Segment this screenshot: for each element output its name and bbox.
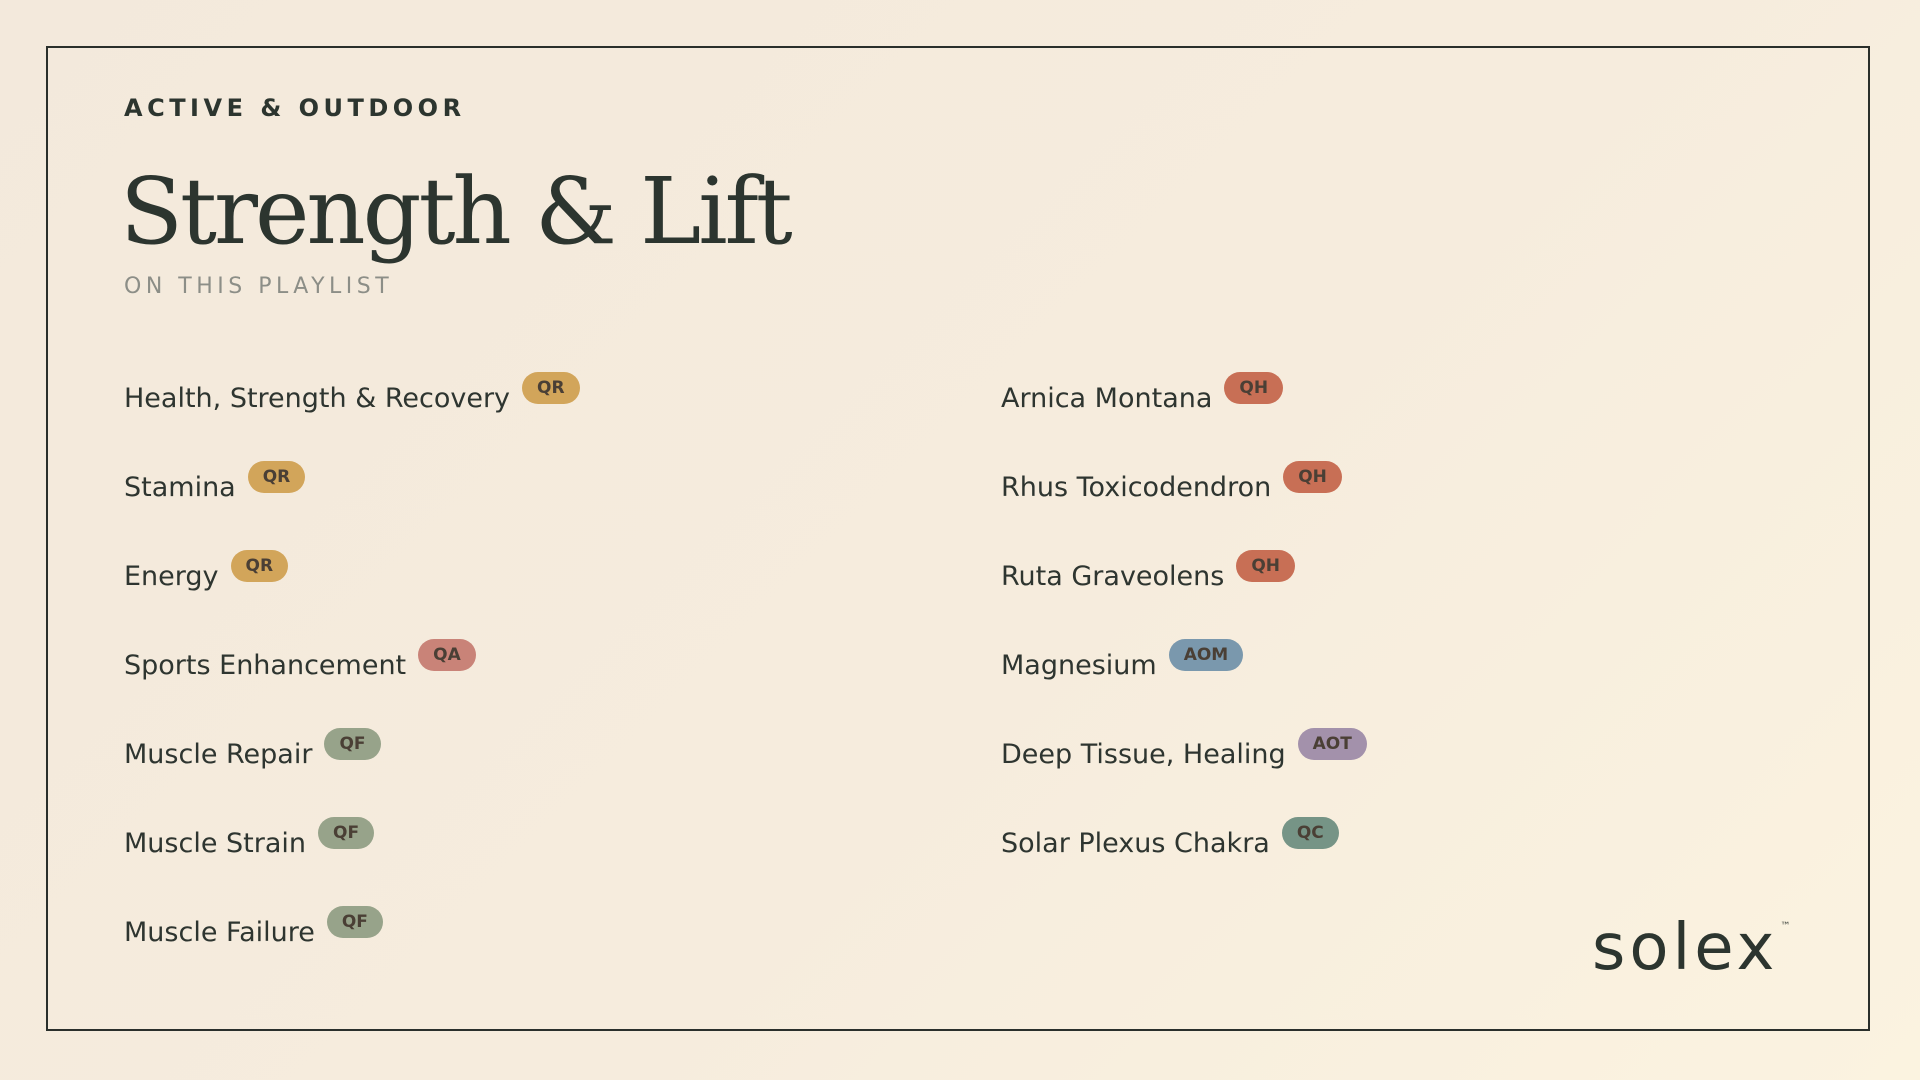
playlist-item-name: Ruta Graveolens xyxy=(1001,561,1225,592)
playlist-item[interactable] xyxy=(1001,639,1367,728)
playlist-item[interactable] xyxy=(1001,550,1367,639)
brand-logo-text: solex xyxy=(1592,911,1779,985)
playlist-item-badge: QH xyxy=(1283,461,1342,493)
playlist-item[interactable] xyxy=(124,461,580,550)
playlist-item[interactable] xyxy=(124,372,580,461)
playlist-item[interactable] xyxy=(124,728,580,817)
playlist-item-name: Muscle Failure xyxy=(124,917,315,948)
playlist-item[interactable] xyxy=(124,817,580,906)
playlist-item-badge: QF xyxy=(318,817,374,849)
playlist-item-name: Energy xyxy=(124,561,219,592)
playlist-item-badge: QR xyxy=(522,372,580,404)
playlist-item-badge: QR xyxy=(248,461,306,493)
playlist-item-name: Deep Tissue, Healing xyxy=(1001,739,1286,770)
playlist-item-name: Muscle Repair xyxy=(124,739,313,770)
playlist-item-name: Stamina xyxy=(124,472,236,503)
playlist-subtitle: ON THIS PLAYLIST xyxy=(124,274,394,299)
playlist-item-name: Arnica Montana xyxy=(1001,383,1213,414)
playlist-item[interactable] xyxy=(124,639,580,728)
playlist-item-badge: QA xyxy=(418,639,476,671)
playlist-item[interactable] xyxy=(1001,372,1367,461)
playlist-item-badge: QH xyxy=(1224,372,1283,404)
playlist-item[interactable] xyxy=(1001,817,1367,906)
brand-logo xyxy=(1592,911,1791,985)
playlist-item-badge: AOM xyxy=(1169,639,1244,671)
playlist-list-left xyxy=(124,372,580,995)
playlist-item-badge: QC xyxy=(1282,817,1339,849)
playlist-item-badge: QF xyxy=(324,728,380,760)
playlist-item-badge: QR xyxy=(231,550,289,582)
playlist-item-name: Health, Strength & Recovery xyxy=(124,383,511,414)
playlist-item-name: Sports Enhancement xyxy=(124,650,407,681)
playlist-item[interactable] xyxy=(124,550,580,639)
playlist-item-badge: QH xyxy=(1236,550,1295,582)
playlist-item-name: Magnesium xyxy=(1001,650,1157,681)
playlist-item[interactable] xyxy=(124,906,580,995)
category-label: ACTIVE & OUTDOOR xyxy=(124,94,466,122)
playlist-item-name: Muscle Strain xyxy=(124,828,306,859)
playlist-item-name: Solar Plexus Chakra xyxy=(1001,828,1270,859)
playlist-title: Strength & Lift xyxy=(120,158,790,265)
playlist-item[interactable] xyxy=(1001,728,1367,817)
playlist-item[interactable] xyxy=(1001,461,1367,550)
playlist-item-badge: QF xyxy=(327,906,383,938)
playlist-item-name: Rhus Toxicodendron xyxy=(1001,472,1272,503)
playlist-list-right xyxy=(1001,372,1367,906)
playlist-item-badge: AOT xyxy=(1298,728,1367,760)
trademark-symbol: ™ xyxy=(1780,921,1791,932)
